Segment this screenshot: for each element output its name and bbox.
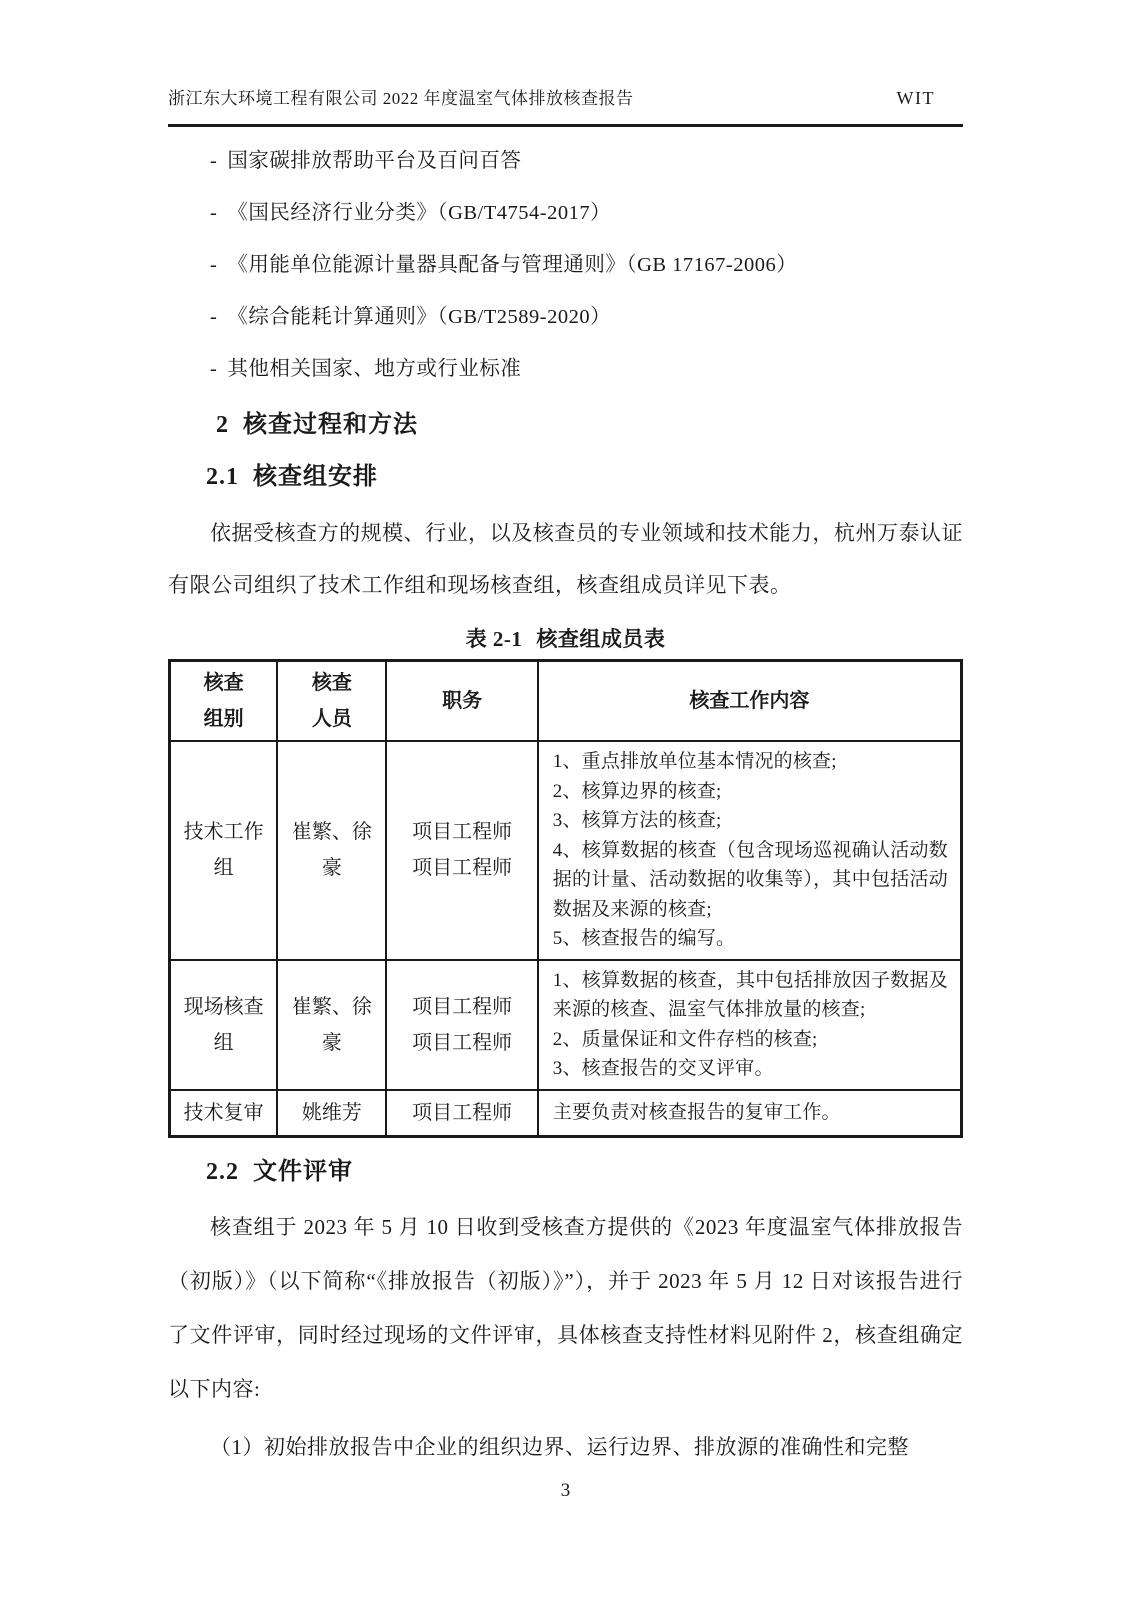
list-dash: - — [210, 202, 218, 224]
table-caption-title: 核查组成员表 — [536, 627, 666, 651]
role-line: 项目工程师 — [412, 857, 513, 880]
list-item-text: 《用能单位能源计量器具配备与管理通则》（GB 17167-2006） — [227, 254, 798, 276]
section-title: 核查组安排 — [253, 464, 378, 490]
header-line: 组别 — [203, 708, 244, 730]
list-item-text: 《国民经济行业分类》（GB/T4754-2017） — [227, 202, 612, 224]
header-line: 核查 — [203, 672, 244, 694]
task-line: 1、核算数据的核查，其中包括排放因子数据及来源的核查、温室气体排放量的核查; — [552, 969, 948, 1020]
header-title: 浙江东大环境工程有限公司 2022 年度温室气体排放核查报告 — [168, 89, 634, 108]
members-table — [168, 659, 963, 1138]
table-caption — [168, 619, 963, 659]
paragraph-item-1: （1）初始排放报告中企业的组织边界、运行边界、排放源的准确性和完整 — [210, 1434, 909, 1459]
section-heading-2-2 — [206, 1148, 963, 1196]
section-heading-2 — [216, 401, 963, 449]
header-cell-person — [277, 661, 386, 742]
header-brand-wit: WIT — [896, 88, 935, 108]
header-cell-role — [386, 661, 537, 742]
paragraph-2-2: 核查组于 2023 年 5 月 10 日收到受核查方提供的《2023 年度温室气体排放报告（初版）》（以下简称“《排放报告（初版）》”），并于 2023 年 5 月 12 日对该报告进行了文件评审，同时经过现场的文件评审，具体核查支持性材料见附件 2，核查组确定以下内容: — [168, 1214, 963, 1401]
list-item-text: 国家碳排放帮助平台及百问百答 — [227, 150, 522, 172]
task-line: 2、质量保证和文件存档的核查; — [552, 1028, 818, 1050]
section-title: 核查过程和方法 — [243, 412, 418, 438]
list-dash: - — [210, 306, 218, 328]
task-line: 3、核算方法的核查; — [552, 810, 722, 831]
list-item-text: 《综合能耗计算通则》（GB/T2589-2020） — [227, 306, 612, 328]
cell-tasks — [538, 960, 962, 1090]
table-caption-label: 表 2-1 — [465, 627, 523, 651]
section-number: 2.1 — [206, 464, 239, 490]
header-line: 核查 — [311, 672, 352, 694]
reference-list — [210, 135, 963, 395]
task-line: 5、核查报告的编写。 — [552, 928, 736, 949]
task-line: 4、核算数据的核查（包含现场巡视确认活动数据的计量、活动数据的收集等），其中包括活动数据及来源的核查; — [552, 839, 948, 920]
header-line: 职务 — [442, 690, 483, 712]
cell-members: 姚维芳 — [277, 1090, 386, 1137]
list-dash: - — [210, 254, 218, 276]
cell-group: 现场核查组 — [170, 960, 278, 1090]
cell-members: 崔繁、徐豪 — [277, 960, 386, 1090]
table-row-technical-group — [170, 741, 962, 960]
header-cell-content — [538, 661, 962, 742]
section-number: 2 — [216, 412, 229, 438]
page-number: 3 — [560, 1480, 571, 1501]
cell-roles — [386, 741, 537, 960]
cell-group: 技术工作组 — [170, 741, 278, 960]
cell-group: 技术复审 — [170, 1090, 278, 1137]
list-item — [210, 135, 963, 187]
list-dash: - — [210, 150, 218, 172]
cell-roles — [386, 960, 537, 1090]
task-line: 2、核算边界的核查; — [552, 780, 722, 802]
section-heading-2-1 — [206, 453, 963, 501]
section-title: 文件评审 — [253, 1158, 353, 1185]
section-number: 2.2 — [206, 1158, 239, 1185]
role-line: 项目工程师 — [412, 995, 513, 1018]
role-line: 项目工程师 — [412, 1031, 513, 1054]
cell-tasks — [538, 741, 962, 960]
list-item-text: 其他相关国家、地方或行业标准 — [227, 358, 522, 380]
running-header — [168, 0, 963, 127]
table-header-row — [170, 661, 962, 742]
task-line: 3、核查报告的交叉评审。 — [552, 1058, 774, 1079]
list-item — [210, 239, 963, 291]
list-item — [210, 343, 963, 395]
role-line: 项目工程师 — [412, 821, 513, 844]
table-row-technical-review — [170, 1090, 962, 1137]
role-line: 项目工程师 — [412, 1101, 513, 1124]
header-line: 人员 — [311, 708, 352, 730]
cell-roles — [386, 1090, 537, 1137]
list-dash: - — [210, 358, 218, 380]
list-item — [210, 187, 963, 239]
table-row-onsite-group — [170, 960, 962, 1090]
task-line: 1、重点排放单位基本情况的核查; — [552, 751, 837, 772]
header-cell-group — [170, 661, 278, 742]
header-line: 核查工作内容 — [689, 690, 810, 712]
paragraph-2-1: 依据受核查方的规模、行业，以及核查员的专业领域和技术能力，杭州万泰认证有限公司组织了技术工作组和现场核查组，核查组成员详见下表。 — [168, 521, 963, 597]
task-line: 主要负责对核查报告的复审工作。 — [552, 1101, 841, 1123]
cell-tasks — [538, 1090, 962, 1137]
list-item — [210, 291, 963, 343]
cell-members: 崔繁、徐豪 — [277, 741, 386, 960]
